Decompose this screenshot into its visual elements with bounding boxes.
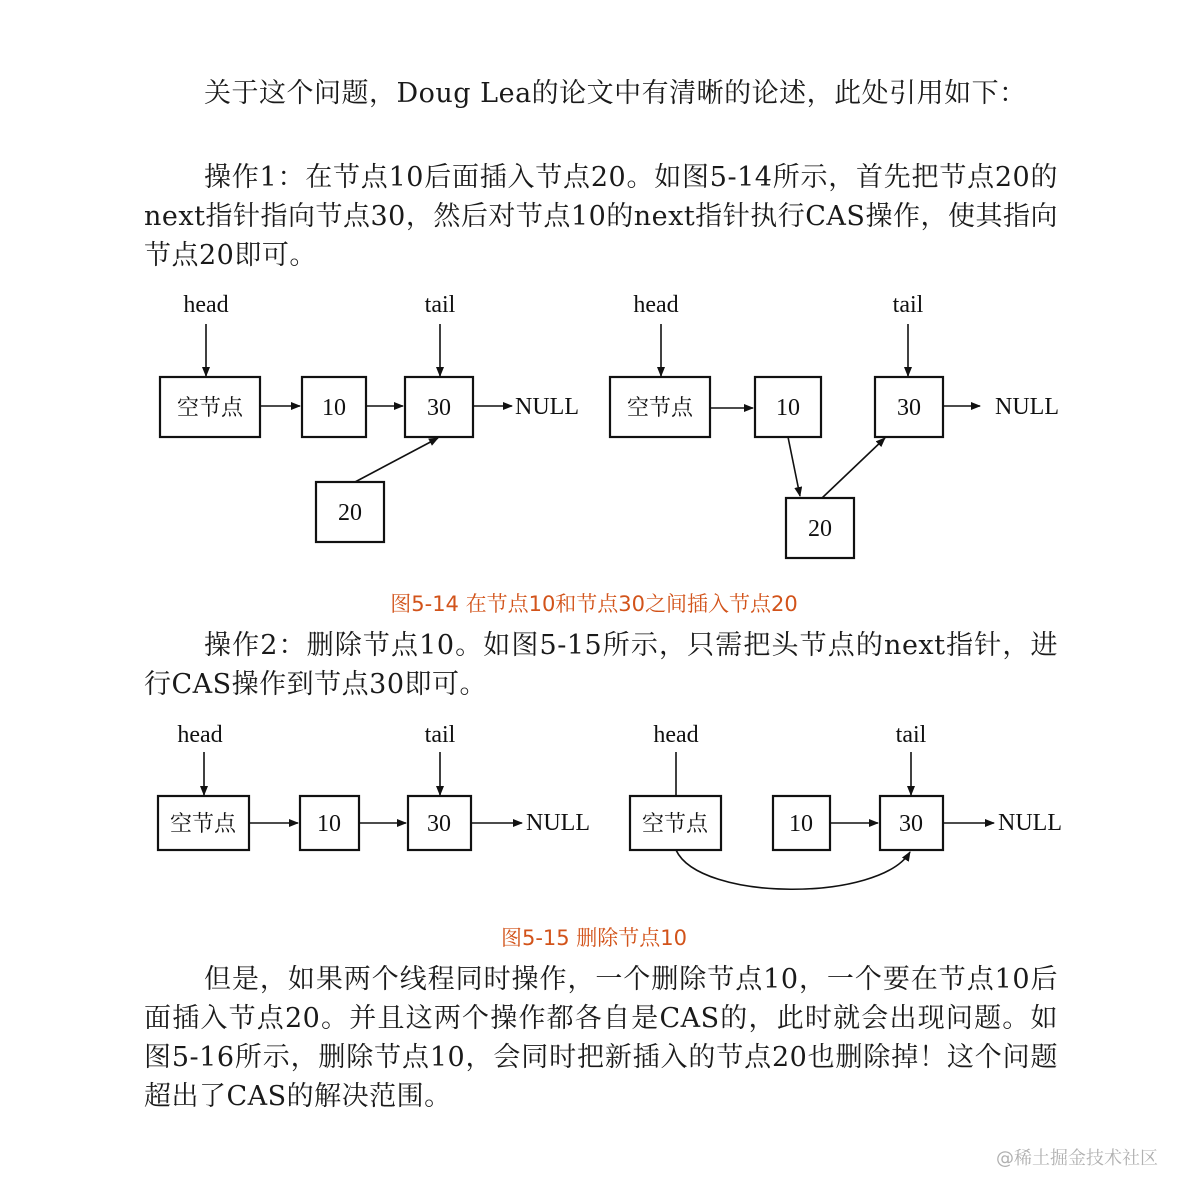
head-label: head xyxy=(177,722,223,748)
node-20-label: 20 xyxy=(338,500,362,526)
figure-5-14-caption: 图5-14 在节点10和节点30之间插入节点20 xyxy=(390,592,798,616)
node-30-label: 30 xyxy=(427,811,451,837)
null-label: NULL xyxy=(515,394,579,420)
node-20-label: 20 xyxy=(808,516,832,542)
figure-5-15-caption: 图5-15 删除节点10 xyxy=(500,926,688,950)
figure1-left-diagram xyxy=(160,292,579,542)
null-label: NULL xyxy=(995,394,1059,420)
tail-label: tail xyxy=(424,292,456,318)
empty-node-label: 空节点 xyxy=(176,395,244,420)
node-10-label: 10 xyxy=(789,811,813,837)
null-label: NULL xyxy=(526,810,590,836)
figure2-right-diagram xyxy=(630,722,1062,889)
figure-5-14 xyxy=(0,280,1188,570)
tail-label: tail xyxy=(895,722,927,748)
concurrency-paragraph: 但是，如果两个线程同时操作，一个删除节点10，一个要在节点10后面插入节点20。并且这两个操作都各自是CAS的，此时就会出现问题。如图5-16所示，删除节点10，会同时把新插入的节点20也删除掉！这个问题超出了CAS的解决范围。 xyxy=(144,964,1058,1112)
empty-node-label: 空节点 xyxy=(641,811,709,836)
node-30-label: 30 xyxy=(899,811,923,837)
node-10-label: 10 xyxy=(322,395,346,421)
empty-node-label: 空节点 xyxy=(169,811,237,836)
node-30-label: 30 xyxy=(427,395,451,421)
tail-label: tail xyxy=(424,722,456,748)
node-10-label: 10 xyxy=(776,395,800,421)
head-label: head xyxy=(633,292,679,318)
node-30-label: 30 xyxy=(897,395,921,421)
empty-node-label: 空节点 xyxy=(626,395,694,420)
figure1-right-diagram xyxy=(610,292,1059,558)
null-label: NULL xyxy=(998,810,1062,836)
head-label: head xyxy=(183,292,229,318)
operation1-paragraph: 操作1：在节点10后面插入节点20。如图5-14所示，首先把节点20的next指针指向节点30，然后对节点10的next指针执行CAS操作，使其指向节点20即可。 xyxy=(144,162,1058,271)
intro-paragraph: 关于这个问题，Doug Lea的论文中有清晰的论述，此处引用如下： xyxy=(204,78,1027,109)
operation2-paragraph: 操作2：删除节点10。如图5-15所示，只需把头节点的next指针，进行CAS操作到节点30即可。 xyxy=(144,630,1058,700)
node-10-label: 10 xyxy=(317,811,341,837)
watermark: @稀土掘金技术社区 xyxy=(996,1148,1158,1169)
cas-curve-arrow xyxy=(676,850,910,889)
tail-label: tail xyxy=(892,292,924,318)
head-label: head xyxy=(653,722,699,748)
figure2-left-diagram xyxy=(158,722,590,850)
figure-5-15 xyxy=(0,712,1188,912)
